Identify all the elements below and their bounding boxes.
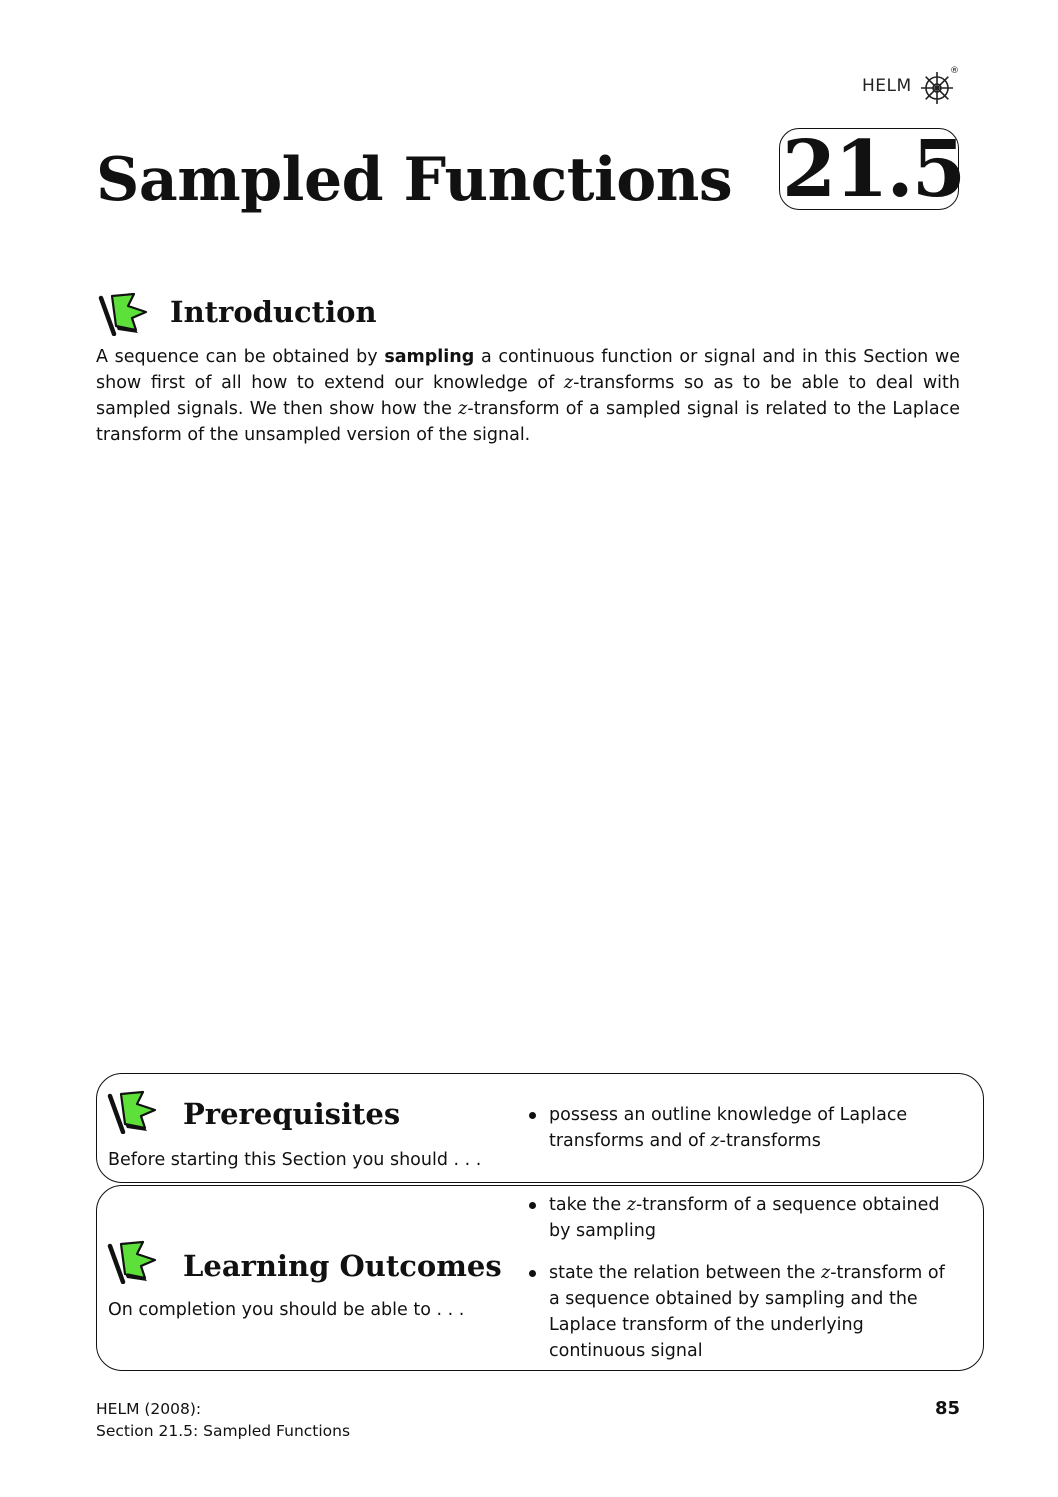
prerequisites-box (96, 1073, 984, 1183)
helm-logo (858, 66, 962, 106)
learning-outcomes-subtitle: On completion you should be able to . . . (108, 1300, 465, 1320)
footer-citation (96, 1398, 350, 1442)
flag-icon (107, 1088, 161, 1134)
flag-icon (107, 1238, 161, 1284)
footer-line-1: HELM (2008): (96, 1400, 202, 1418)
list-item: state the relation between the z-transform of a sequence obtained by sampling and the Laplace transform of the underlying continuous signal (527, 1260, 947, 1364)
learning-outcomes-box (96, 1185, 984, 1371)
prerequisites-heading: Prerequisites (183, 1097, 401, 1131)
introduction-paragraph: A sequence can be obtained by sampling a continuous function or signal and in this Section we show first of all how to extend our knowledge of z-transforms so as to be able to deal with sampled signals. We then show how the z-transform of a sampled signal is related to the Laplace transform of the unsampled version of the signal. (96, 347, 960, 445)
list-item: take the z-transform of a sequence obtained by sampling (527, 1192, 947, 1244)
flag-icon (98, 290, 152, 336)
footer-line-2: Section 21.5: Sampled Functions (96, 1422, 351, 1440)
learning-outcomes-list (527, 1192, 947, 1364)
learning-outcomes-heading: Learning Outcomes (183, 1249, 502, 1283)
list-item: possess an outline knowledge of Laplace transforms and of z-transforms (527, 1102, 927, 1154)
section-number: 21.5 (782, 124, 964, 215)
prerequisites-subtitle: Before starting this Section you should . . . (108, 1150, 482, 1170)
helm-logo-text: HELM (862, 76, 912, 96)
registered-mark: ® (950, 66, 959, 76)
page-number: 85 (934, 1398, 960, 1419)
prerequisites-list (527, 1102, 927, 1154)
page-title: Sampled Functions (96, 145, 733, 215)
introduction-heading: Introduction (170, 295, 377, 329)
